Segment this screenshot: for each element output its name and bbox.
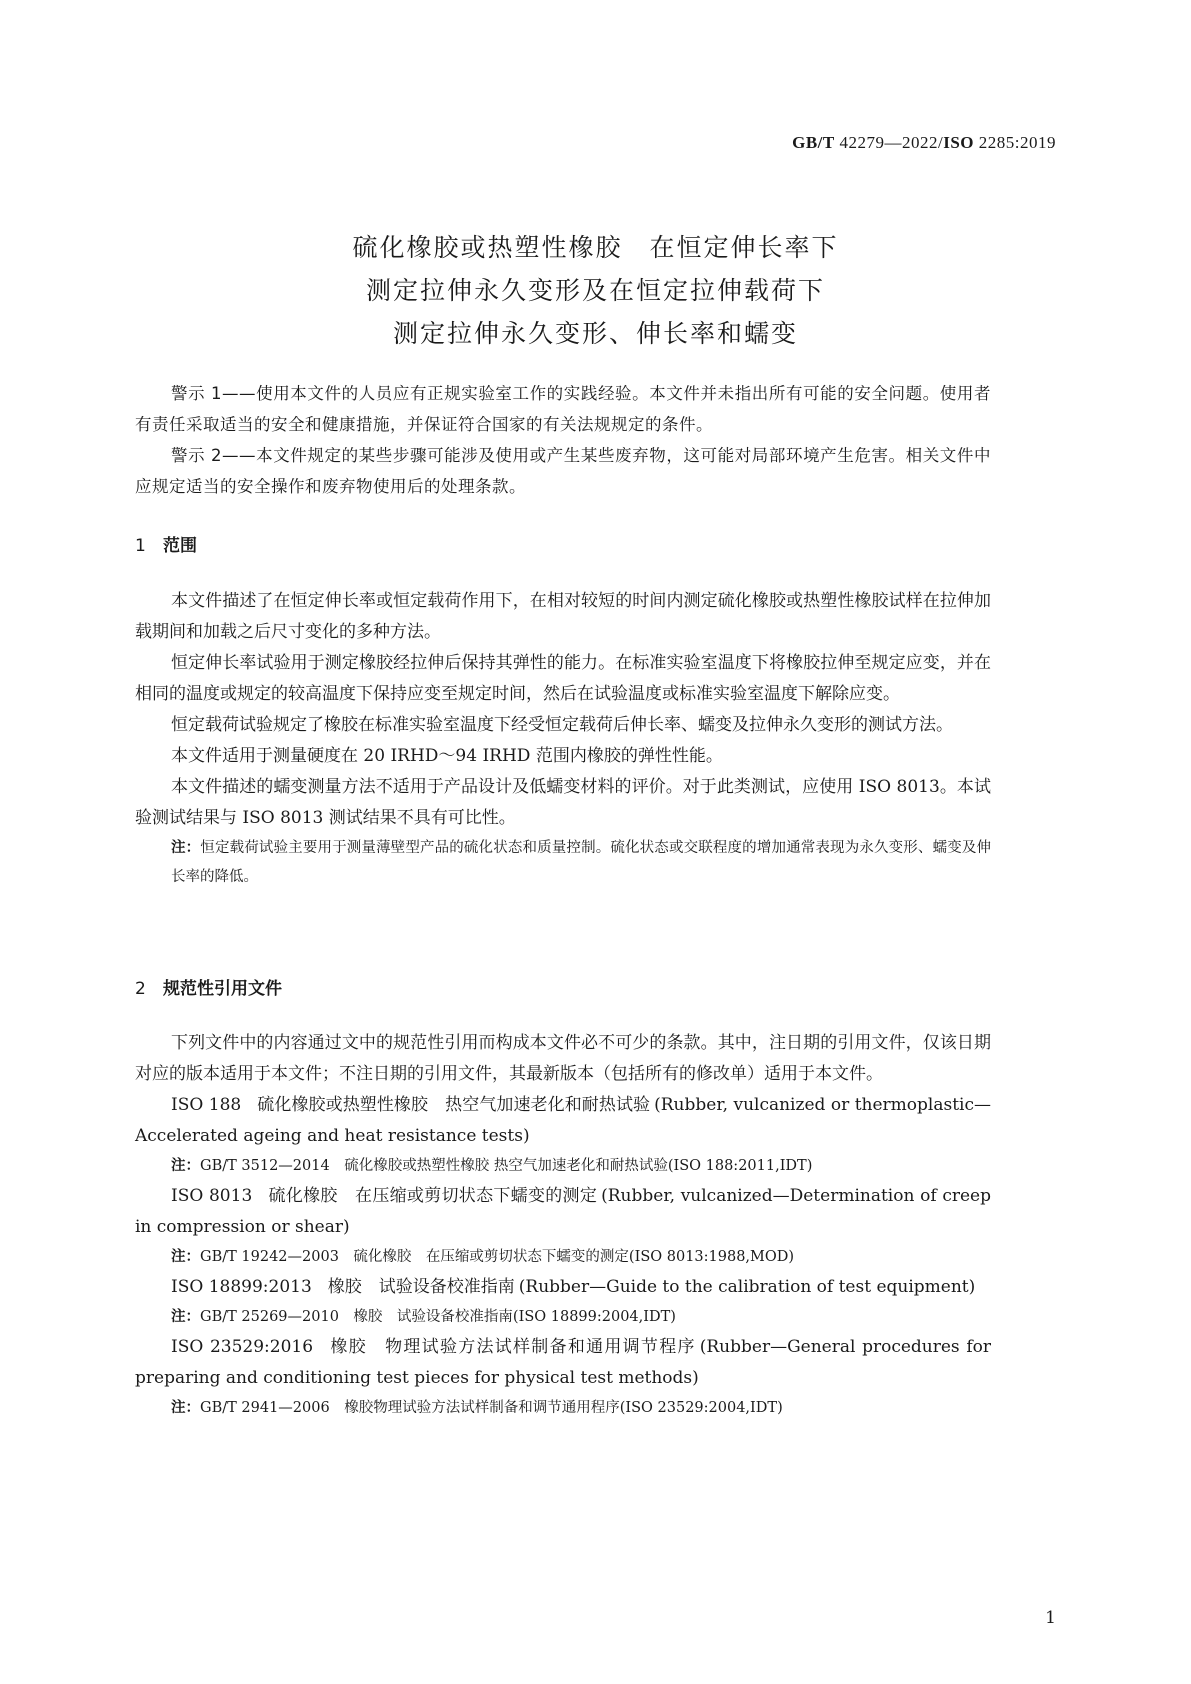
note-text: GB/T 3512—2014 硫化橡胶或热塑性橡胶 热空气加速老化和耐热试验(ISO 188:2011,IDT)	[200, 1158, 813, 1174]
note-text: GB/T 25269—2010 橡胶 试验设备校准指南(ISO 18899:2004,IDT)	[200, 1309, 676, 1325]
paragraph: 本文件描述的蠕变测量方法不适用于产品设计及低蠕变材料的评价。对于此类测试，应使用 ISO 8013。本试验测试结果与 ISO 8013 测试结果不具有可比性。	[135, 777, 991, 828]
reference-code: ISO 188	[171, 1095, 242, 1115]
note-text: 恒定载荷试验主要用于测量薄壁型产品的硫化状态和质量控制。硫化状态或交联程度的增加通常表现为永久变形、蠕变及伸长率的降低。	[171, 840, 992, 885]
section-2-body	[135, 1028, 991, 1423]
note-label: 注：	[171, 1249, 200, 1265]
reference-item	[135, 1090, 991, 1152]
paragraph: 恒定载荷试验规定了橡胶在标准实验室温度下经受恒定载荷后伸长率、蠕变及拉伸永久变形的测试方法。	[171, 715, 953, 735]
title-line: 硫化橡胶或热塑性橡胶 在恒定伸长率下	[352, 233, 839, 262]
page-number: 1	[1045, 1608, 1056, 1628]
reference-title-en: (Rubber, vulcanized—Determination of creep in compression or shear)	[135, 1186, 991, 1237]
paragraph: 恒定伸长率试验用于测定橡胶经拉伸后保持其弹性的能力。在标准实验室温度下将橡胶拉伸至规定应变，并在相同的温度或规定的较高温度下保持应变至规定时间，然后在试验温度或标准实验室温度下解除应变。	[135, 653, 991, 704]
document-title	[0, 226, 1191, 355]
reference-title-en: (Rubber, vulcanized or thermoplastic—Accelerated ageing and heat resistance tests)	[135, 1095, 992, 1146]
section-1-body	[135, 586, 991, 892]
reference-title-en: (Rubber—Guide to the calibration of test equipment)	[518, 1277, 976, 1297]
note-label: 注：	[171, 840, 201, 856]
reference-note	[135, 1152, 991, 1181]
note	[135, 834, 991, 892]
std-prefix: GB/T	[792, 133, 835, 152]
paragraph: 本文件描述了在恒定伸长率或恒定载荷作用下，在相对较短的时间内测定硫化橡胶或热塑性橡胶试样在拉伸加载期间和加载之后尺寸变化的多种方法。	[135, 591, 991, 642]
paragraph: 本文件适用于测量硬度在 20 IRHD～94 IRHD 范围内橡胶的弹性性能。	[171, 746, 723, 766]
warning-1: 警示 1——使用本文件的人员应有正规实验室工作的实践经验。本文件并未指出所有可能的安全问题。使用者有责任采取适当的安全和健康措施，并保证符合国家的有关法规规定的条件。	[135, 384, 991, 434]
note-text: GB/T 19242—2003 硫化橡胶 在压缩或剪切状态下蠕变的测定(ISO 8013:1988,MOD)	[200, 1249, 795, 1265]
reference-note	[135, 1394, 991, 1423]
section-title: 范围	[163, 536, 197, 556]
section-title: 规范性引用文件	[163, 979, 282, 999]
reference-title-zh: 橡胶 物理试验方法试样制备和通用调节程序	[329, 1337, 696, 1357]
reference-title-zh: 硫化橡胶或热塑性橡胶 热空气加速老化和耐热试验	[257, 1095, 651, 1115]
reference-note	[135, 1303, 991, 1332]
title-line: 测定拉伸永久变形、伸长率和蠕变	[392, 319, 798, 348]
title-line: 测定拉伸永久变形及在恒定拉伸载荷下	[365, 276, 825, 305]
iso-prefix: ISO	[943, 133, 975, 152]
reference-code: ISO 8013	[171, 1186, 253, 1206]
reference-item	[135, 1272, 991, 1303]
warnings	[135, 378, 991, 502]
section-1-heading	[135, 531, 197, 556]
note-label: 注：	[171, 1400, 200, 1416]
reference-code: ISO 23529:2016	[171, 1337, 314, 1357]
reference-item	[135, 1181, 991, 1243]
section-2-heading	[135, 974, 282, 999]
paragraph: 下列文件中的内容通过文中的规范性引用而构成本文件必不可少的条款。其中，注日期的引用文件，仅该日期对应的版本适用于本文件；不注日期的引用文件，其最新版本（包括所有的修改单）适用于本文件。	[135, 1033, 991, 1084]
note-text: GB/T 2941—2006 橡胶物理试验方法试样制备和调节通用程序(ISO 23529:2004,IDT)	[200, 1400, 783, 1416]
section-number: 2	[135, 979, 146, 999]
note-label: 注：	[171, 1158, 200, 1174]
iso-number: 2285:2019	[978, 133, 1056, 152]
section-number: 1	[135, 536, 146, 556]
standard-number	[792, 133, 1056, 153]
reference-note	[135, 1243, 991, 1272]
std-number: 42279—2022/	[839, 133, 944, 152]
warning-2: 警示 2——本文件规定的某些步骤可能涉及使用或产生某些废弃物，这可能对局部环境产生危害。相关文件中应规定适当的安全操作和废弃物使用后的处理条款。	[135, 446, 991, 496]
reference-title-en: (Rubber—General procedures for preparing and conditioning test pieces for physical test methods)	[135, 1337, 991, 1388]
reference-code: ISO 18899:2013	[171, 1277, 312, 1297]
note-label: 注：	[171, 1309, 200, 1325]
reference-title-zh: 硫化橡胶 在压缩或剪切状态下蠕变的测定	[268, 1186, 598, 1206]
reference-item	[135, 1332, 991, 1394]
reference-title-zh: 橡胶 试验设备校准指南	[327, 1277, 515, 1297]
